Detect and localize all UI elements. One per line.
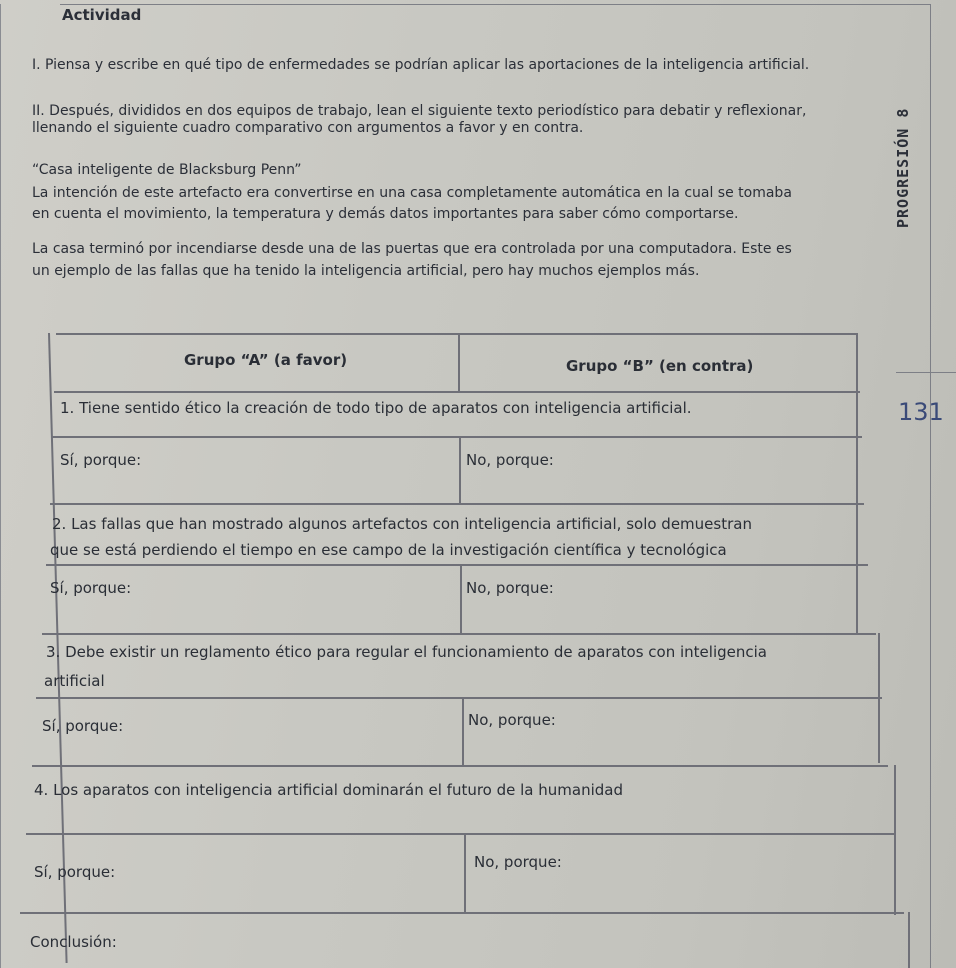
row4-column-divider bbox=[464, 833, 466, 912]
article-line-4: un ejemplo de las fallas que ha tenido la inteligencia artificial, pero hay muchos ejemplos más. bbox=[32, 263, 700, 279]
row3-statement-line2: artificial bbox=[44, 672, 105, 690]
progression-label: PROGRESIÓN 8 bbox=[894, 107, 912, 228]
conclusion-label: Conclusión: bbox=[30, 933, 117, 951]
page-number-rule bbox=[896, 372, 956, 373]
header-group-a: Grupo “A” (a favor) bbox=[184, 351, 348, 369]
table-right-border-c bbox=[894, 765, 896, 915]
table-header-bottom-border bbox=[54, 391, 860, 393]
row1-statement-border bbox=[52, 436, 862, 438]
row3-statement-border bbox=[36, 697, 882, 699]
row4-statement: 4. Los aparatos con inteligencia artificial dominarán el futuro de la humanidad bbox=[34, 781, 623, 799]
instruction-i: I. Piensa y escribe en qué tipo de enfermedades se podrían aplicar las aportaciones de la inteligencia artificial. bbox=[32, 57, 810, 73]
frame-top-border bbox=[60, 4, 930, 5]
row2-bottom-border bbox=[42, 633, 876, 635]
table-right-border-b bbox=[878, 633, 880, 763]
row4-bottom-border bbox=[20, 912, 904, 914]
header-group-b: Grupo “B” (en contra) bbox=[566, 357, 754, 375]
header-column-divider bbox=[458, 333, 460, 391]
article-title: “Casa inteligente de Blacksburg Penn” bbox=[32, 162, 302, 178]
article-line-2: en cuenta el movimiento, la temperatura y demás datos importantes para saber cómo comportarse. bbox=[32, 206, 739, 222]
row3-yes-label: Sí, porque: bbox=[42, 717, 124, 735]
row1-yes-label: Sí, porque: bbox=[60, 451, 142, 469]
row2-yes-label: Sí, porque: bbox=[50, 579, 132, 597]
page-number: 131 bbox=[898, 398, 944, 426]
row2-no-label: No, porque: bbox=[466, 579, 554, 597]
row4-statement-border bbox=[26, 833, 896, 835]
instruction-ii-line1: II. Después, divididos en dos equipos de trabajo, lean el siguiente texto periodístico para debatir y reflexionar, bbox=[32, 103, 807, 119]
row2-statement-border bbox=[46, 564, 868, 566]
row4-no-label: No, porque: bbox=[474, 853, 562, 871]
row3-statement-line1: 3. Debe existir un reglamento ético para regular el funcionamiento de aparatos con inteligencia bbox=[46, 643, 767, 661]
article-line-3: La casa terminó por incendiarse desde una de las puertas que era controlada por una computadora. Este es bbox=[32, 241, 792, 257]
frame-right-border bbox=[930, 4, 931, 968]
instruction-ii-line2: llenando el siguiente cuadro comparativo con argumentos a favor y en contra. bbox=[32, 120, 584, 136]
frame-left-border bbox=[0, 4, 1, 968]
row3-column-divider bbox=[462, 697, 464, 765]
row4-yes-label: Sí, porque: bbox=[34, 863, 116, 881]
activity-title: Actividad bbox=[62, 6, 142, 24]
table-right-border-d bbox=[908, 912, 910, 968]
row1-bottom-border bbox=[50, 503, 864, 505]
row1-column-divider bbox=[459, 436, 461, 503]
table-right-border-a bbox=[856, 333, 858, 633]
row2-column-divider bbox=[460, 564, 462, 633]
row2-statement-line2: que se está perdiendo el tiempo en ese campo de la investigación científica y tecnológica bbox=[50, 541, 727, 559]
row1-statement: 1. Tiene sentido ético la creación de todo tipo de aparatos con inteligencia artificial. bbox=[60, 399, 692, 417]
row3-no-label: No, porque: bbox=[468, 711, 556, 729]
article-line-1: La intención de este artefacto era convertirse en una casa completamente automática en la cual se tomaba bbox=[32, 185, 792, 201]
row1-no-label: No, porque: bbox=[466, 451, 554, 469]
row3-bottom-border bbox=[32, 765, 888, 767]
table-top-border bbox=[56, 333, 856, 335]
row2-statement-line1: 2. Las fallas que han mostrado algunos artefactos con inteligencia artificial, solo demuestran bbox=[52, 515, 752, 533]
